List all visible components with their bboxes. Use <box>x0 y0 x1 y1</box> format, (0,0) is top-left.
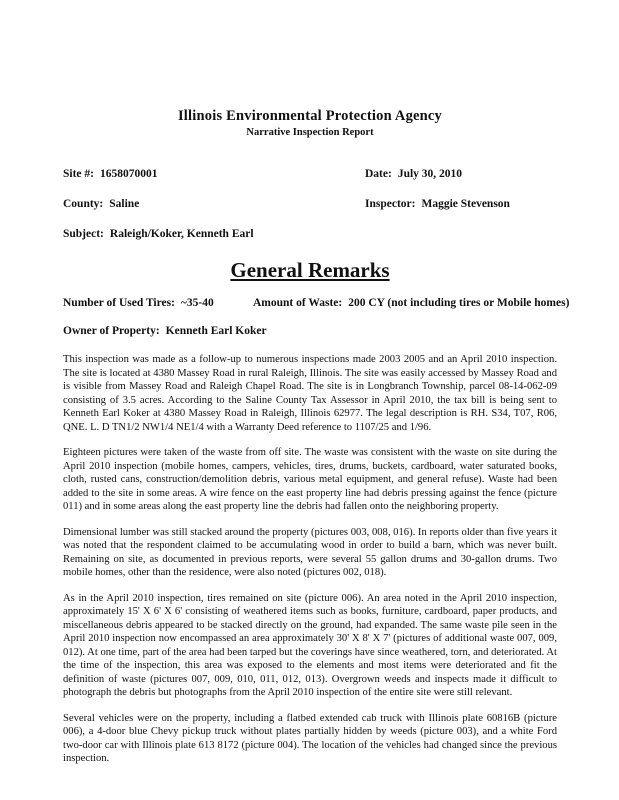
general-remarks-heading: General Remarks <box>230 258 390 282</box>
narrative-paragraph-1: This inspection was made as a follow-up to numerous inspections made 2003 2005 and an April 2010 inspection. The site is located at 4380 Massey Road in rural Raleigh, Illinois. The site was easily accessed by Massey Road and is visible from Massey Road and Raleigh Chapel Road. The site is in Longbranch Township, parcel 08-14-062-09 consisting of 3.5 acres. According to the Saline County Tax Assessor in April 2010, the tax bill is being sent to Kenneth Earl Koker at 4380 Massey Road in Raleigh, Illinois 62977. The legal description is RH. S34, T07, R06, QNE. L. D TN1/2 NW1/4 NE1/4 with a Warranty Deed reference to 1107/25 and 1/96. <box>63 354 557 433</box>
summary-row-owner <box>63 325 557 339</box>
narrative-body <box>63 353 557 766</box>
owner-of-property-label: Owner of Property: <box>63 325 160 337</box>
narrative-paragraph-2: Eighteen pictures were taken of the waste from off site. The waste was consistent with the waste on site during the April 2010 inspection (mobile homes, campers, vehicles, tires, drums, buckets, cardboard, water saturated books, cloth, rusted cans, construction/demolition debris, various metal equipment, and general refuse). Waste had been added to the site in some areas. A wire fence on the east property line had debris pressing against the fence (picture 011) and in some areas along the east property line the debris had fallen onto the neighboring property. <box>63 447 557 512</box>
county-value: Saline <box>109 198 140 210</box>
subject-value: Raleigh/Koker, Kenneth Earl <box>109 228 254 240</box>
narrative-paragraph-5: Several vehicles were on the property, including a flatbed extended cab truck with Illinois plate 60816B (picture 006), a 4-door blue Chevy pickup truck without plates partially hidden by weeds (picture 003), and a white Ford two-door car with Illinois plate 613 8172 (picture 004). The location of the vehicles had changed since the previous inspection. <box>63 712 557 764</box>
meta-row-site-date <box>63 168 557 182</box>
summary-row-tires-waste <box>63 297 570 311</box>
owner-of-property-value: Kenneth Earl Koker <box>165 325 267 337</box>
narrative-paragraph-3: Dimensional lumber was still stacked around the property (pictures 003, 008, 016). In reports older than five years it was noted that the respondent claimed to be accumulating wood in order to build a barn, which was never built. Remaining on site, as documented in previous reports, were several 55 gallon drums and 30-gallon drums. Two mobile homes, other than the residence, were also noted (pictures 002, 018). <box>63 526 557 578</box>
subject-label: Subject: <box>63 228 104 240</box>
agency-title: Illinois Environmental Protection Agency <box>177 108 443 124</box>
site-number-label: Site #: <box>63 168 94 180</box>
report-type-subtitle: Narrative Inspection Report <box>246 127 374 138</box>
date-value: July 30, 2010 <box>397 168 463 180</box>
amount-of-waste-value: 200 CY (not including tires or Mobile homes) <box>348 297 570 309</box>
date-label: Date: <box>365 168 392 180</box>
narrative-paragraph-4: As in the April 2010 inspection, tires remained on site (picture 006). An area noted in the April 2010 inspection, approximately 15' X 6' X 6' consisting of weathered items such as books, furniture, cardboard, paper products, and miscellaneous debris appeared to be stacked directly on the ground, had expanded. The same waste pile seen in the April 2010 inspection now encompassed an area approximately 30' X 8' X 7' (pictures of additional waste 007, 009, 012). At one time, part of the area had been tarped but the coverings have since weathered, torn, and deteriorated. At the time of the inspection, this area was exposed to the elements and most items were deteriorated and fit the definition of waste (pictures 007, 009, 010, 011, 012, 013). Overgrown weeds and inspects made it difficult to photograph the debris but photographs from the April 2010 inspection of the entire site were still relevant. <box>63 592 557 698</box>
used-tires-label: Number of Used Tires: <box>63 297 175 309</box>
used-tires-value: ~35-40 <box>180 297 214 309</box>
meta-row-subject <box>63 228 557 242</box>
amount-of-waste-label: Amount of Waste: <box>253 297 343 309</box>
inspector-value: Maggie Stevenson <box>421 198 510 210</box>
inspector-label: Inspector: <box>365 198 416 210</box>
county-label: County: <box>63 198 104 210</box>
meta-row-county-inspector <box>63 198 557 212</box>
site-number-value: 1658070001 <box>99 168 158 180</box>
